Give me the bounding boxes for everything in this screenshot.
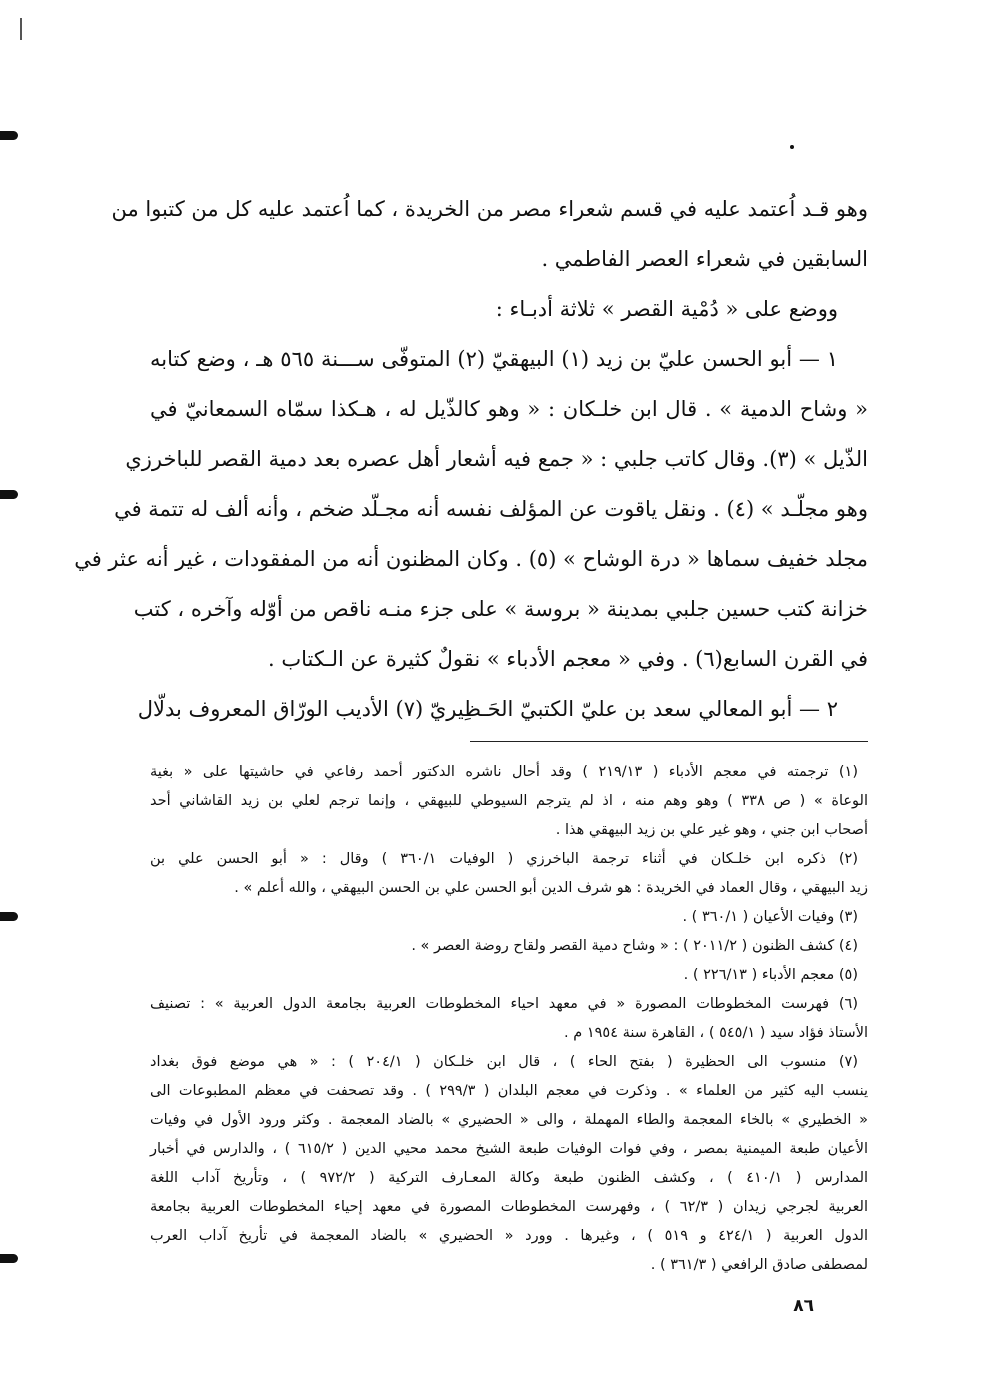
ink-dot (790, 145, 794, 149)
footnote-line: ينسب اليه كثير من العلماء » . وذكرت في معجم البلدان ( ٢٩٩/٣ ) . وقد تصحفت في معظم المطبوعات الى (150, 1083, 868, 1099)
footnote-line: (٦) فهرست المخطوطات المصورة « في معهد احياء المخطوطات العربية بجامعة الدول العربية » : تصنيف (150, 996, 858, 1012)
scan-edge-mark (0, 1254, 18, 1263)
page-number: ٨٦ (793, 1296, 814, 1316)
footnote-line: (٣) وفيات الأعيان ( ٣٦٠/١ ) . (682, 909, 858, 925)
footnote-line: (١) ترجمته في معجم الأدباء ( ٢١٩/١٣ ) وقد أحال ناشره الدكتور أحمد رفاعي في حاشيتها على « بغية (150, 764, 858, 780)
scan-corner-mark (20, 18, 22, 40)
body-line: « وشاح الدمية » . قال ابن خلـكان : « وهو كالذّيل له ، هـكذا سمّاه السمعانيّ في (150, 397, 868, 421)
main-text (74, 184, 868, 734)
scan-edge-mark (0, 131, 18, 140)
body-line: ٢ — أبو المعالي سعد بن عليّ الكتبيّ الحَـظِيريّ (٧) الأديب الورّاق المعروف بدلّال (137, 697, 838, 721)
footnote-line: الأستاذ فؤاد سيد ( ٥٤٥/١ ) ، القاهرة سنة ١٩٥٤ م . (564, 1025, 868, 1041)
footnote-line: أصحاب ابن جني ، وهو غير علي بن زيد البيهقي هذا . (555, 822, 868, 838)
body-line: ووضع على « دُمْية القصر » ثلاثة أدبـاء : (495, 297, 838, 321)
body-line: وهو مجلّـد » (٤) . ونقل ياقوت عن المؤلف نفسه أنه مجـلّد ضخم ، وأنه ألف له تتمة في (114, 497, 868, 521)
footnote-line: المدارس ( ٤١٠/١ ) ، وكشف الظنون طبعة وكالة المعـارف التركية ( ٩٧٢/٢ ) ، وتأريخ آداب اللغة (150, 1170, 869, 1186)
scan-edge-mark (0, 490, 18, 499)
footnote-line: « الخطيري » بالخاء المعجمة والطاء المهملة ، والى « الحضيري » بالضاد المعجمة . وكثر ورود الأول في وفيات (150, 1112, 868, 1128)
footnote-line: العربية لجرجي زيدان ( ٦٢/٣ ) ، وفهرست المخطوطات المصورة في معهد إحياء المخطوطات العربية بجامعة (150, 1199, 869, 1215)
body-line: في القرن السابع(٦) . وفي « معجم الأدباء » نقولٌ كثيرة عن الـكتاب . (267, 647, 868, 671)
footnote-line: (٢) ذكره ابن خلـكان في أثناء ترجمة الباخرزي ( الوفيات ٣٦٠/١ ) وقال : « أبو الحسن علي بن (150, 851, 858, 867)
body-line: خزانة كتب حسين جلبي بمدينة « بروسة » على جزء منـه ناقص من أوّله وآخره ، كتب (133, 597, 868, 621)
footnote-separator (470, 741, 868, 742)
footnote-line: الدول العربية ( ٤٢٤/١ و ٥١٩ ) ، وغيرها . وورد « الحضيري » بالضاد المعجمة في تأريخ آداب العرب (150, 1228, 868, 1244)
footnote-line: (٤) كشف الظنون ( ٢٠١١/٢ ) : « وشاح دمية القصر ولقاح روضة العصر » . (411, 938, 858, 954)
body-line: السابقين في شعراء العصر الفاطمي . (541, 247, 868, 271)
body-line: الذّيل » (٣). وقال كاتب جلبي : « جمع فيه أشعار أهل عصره بعد دمية القصر للباخرزي (125, 447, 868, 471)
footnote-line: لمصطفى صادق الرافعي ( ٣٦١/٣ ) . (650, 1257, 868, 1273)
footnote-line: زيد البيهقي ، وقال العماد في الخريدة : هو شرف الدين أبو الحسن علي بن الحسن البيهقي ، والله أعلم » . (234, 880, 868, 896)
body-line: ١ — أبو الحسن عليّ بن زيد (١) البيهقيّ (٢) المتوفّى ســـنة ٥٦٥ هـ ، وضع كتابه (150, 347, 838, 371)
footnote-line: الأعيان طبعة الميمنية بمصر ، وفي فوات الوفيات طبعة الشيخ محمد محيي الدين ( ٦١٥/٢ ) ، والدارس في أخبار (150, 1141, 868, 1157)
footnotes (150, 758, 868, 1280)
footnote-line: (٥) معجم الأدباء ( ٢٢٦/١٣ ) . (683, 967, 858, 983)
scan-edge-mark (0, 912, 18, 921)
body-line: وهو قـد اُعتمد عليه في قسم شعراء مصر من الخريدة ، كما اُعتمد عليه كل من كتبوا من (111, 197, 868, 221)
footnote-line: (٧) منسوب الى الحظيرة ( بفتح الحاء ) ، قال ابن خلـكان ( ٢٠٤/١ ) : « هي موضع فوق بغداد (150, 1054, 859, 1070)
footnote-line: الوعاة » ( ص ٣٣٨ ) وهو وهم منه ، اذ لم يترجم السيوطي للبيهقي ، وإنما ترجم لعلي بن زيد القاشاني أحد (150, 793, 868, 809)
body-line: مجلد خفيف سماها « درة الوشاح » (٥) . وكان المظنون أنه من المفقودات ، غير أنه عثر في (74, 547, 868, 571)
